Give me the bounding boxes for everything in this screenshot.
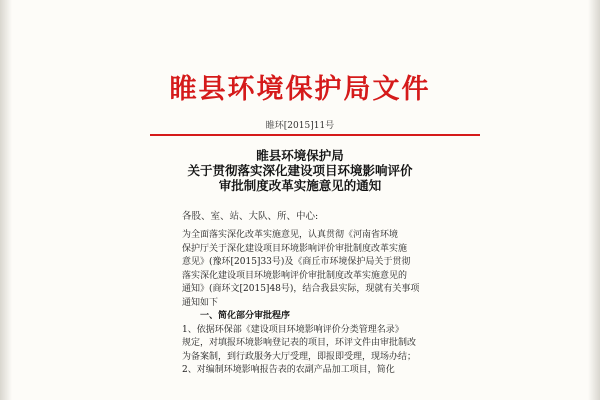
- document-heading: [0, 148, 600, 193]
- body-line: 为全面落实深化改革实施意见，认真贯彻《河南省环境: [182, 230, 399, 240]
- section-title: 一、简化部分审批程序: [200, 311, 291, 321]
- body-line: 1、依据环保部《建设项目环境影响评价分类管理名录》: [182, 324, 404, 335]
- document-red-header: 睢县环境保护局文件: [169, 74, 431, 105]
- body-line: 规定，对填报环境影响登记表的项目，环评文件由审批制改: [182, 338, 417, 348]
- red-divider-line: [150, 134, 480, 136]
- body-line: 落实深化建设项目环境影响评价审批制度改革实施意见的: [182, 270, 408, 281]
- body-line: 保护厅关于深化建设项目环境影响评价审批制度改革实施: [182, 243, 408, 254]
- body-line: 2、对编制环境影响报告表的农副产品加工项目，简化: [182, 365, 395, 375]
- body-line: 意见》(豫环[2015]33号)及《商丘市环境保护局关于贯彻: [182, 257, 411, 267]
- document-body: [182, 229, 432, 378]
- page-shadow-right: [588, 0, 600, 400]
- document-number: 睢环[2015]11号: [265, 121, 335, 131]
- addressee: 各股、室、站、大队、所、中心:: [182, 211, 319, 222]
- heading-line: 关于贯彻落实深化建设项目环境影响评价: [187, 163, 413, 178]
- heading-line: 睢县环境保护局: [256, 148, 344, 163]
- body-line: 为备案制，到行政服务大厅受理，即报即受理，现场办结；: [182, 351, 417, 362]
- heading-line: 审批制度改革实施意见的通知: [218, 178, 382, 193]
- body-line: 通知如下: [182, 297, 219, 308]
- body-line: 通知》(商环文[2015]48号)，结合我县实际，现就有关事项: [182, 284, 420, 294]
- page-shadow-left: [0, 0, 12, 400]
